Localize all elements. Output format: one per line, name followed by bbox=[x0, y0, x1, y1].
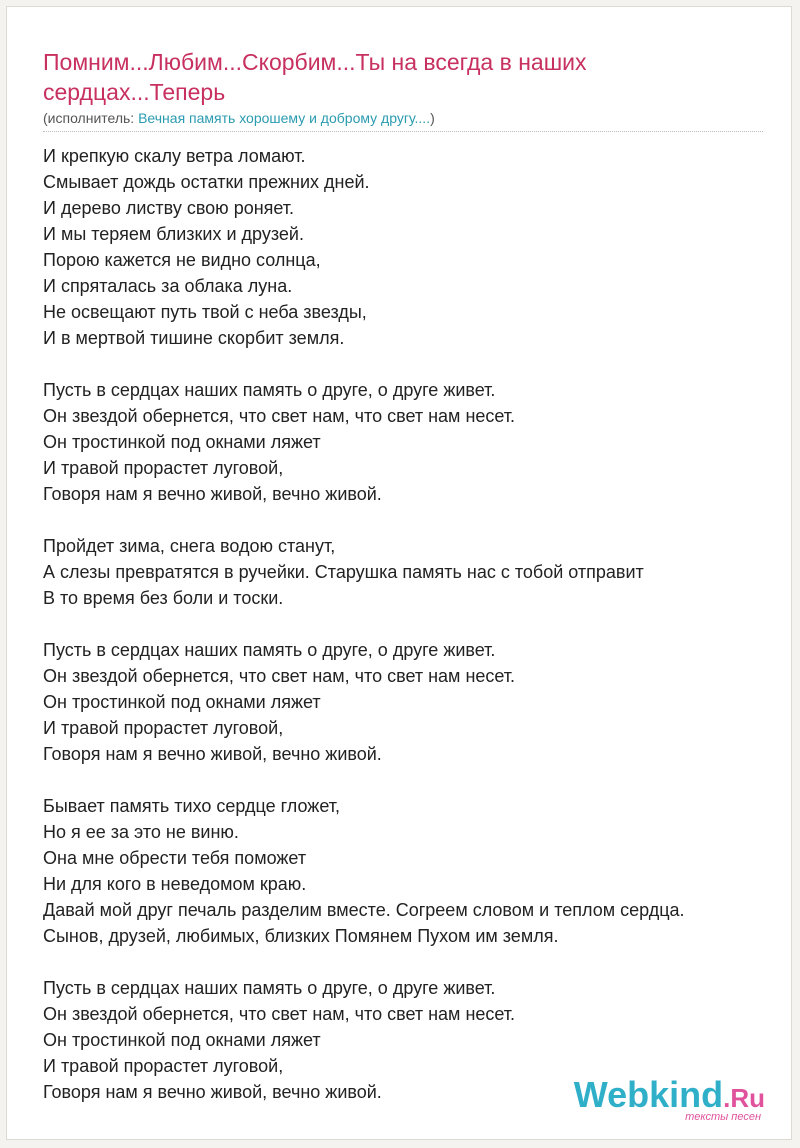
lyrics-line: Пройдет зима, снега водою станут, bbox=[43, 536, 336, 556]
lyrics-line: Он тростинкой под окнами ляжет bbox=[43, 1030, 321, 1050]
lyrics-line: Бывает память тихо сердце гложет, bbox=[43, 796, 341, 816]
lyrics-line: А слезы превратятся в ручейки. Старушка память нас с тобой отправит bbox=[43, 562, 644, 582]
lyrics-stanza bbox=[43, 143, 783, 351]
lyrics-line: И травой прорастет луговой, bbox=[43, 458, 284, 478]
lyrics-line: И травой прорастет луговой, bbox=[43, 1056, 284, 1076]
lyrics-stanza bbox=[43, 637, 783, 767]
lyrics-line: И в мертвой тишине скорбит земля. bbox=[43, 328, 345, 348]
artist-suffix: ) bbox=[430, 110, 435, 126]
lyrics-line: Он звездой обернется, что свет нам, что свет нам несет. bbox=[43, 406, 516, 426]
lyrics-line: Пусть в сердцах наших память о друге, о друге живет. bbox=[43, 380, 496, 400]
watermark-name: Webkind bbox=[573, 1074, 724, 1115]
lyrics-line: Он тростинкой под окнами ляжет bbox=[43, 692, 321, 712]
lyrics-body bbox=[43, 143, 783, 1131]
lyrics-stanza bbox=[43, 793, 783, 949]
lyrics-line: Давай мой друг печаль разделим вместе. Согреем словом и теплом сердца. bbox=[43, 900, 685, 920]
site-watermark bbox=[574, 1076, 765, 1123]
lyrics-line: И мы теряем близких и друзей. bbox=[43, 224, 304, 244]
lyrics-stanza bbox=[43, 377, 783, 507]
watermark-subtitle: тексты песен bbox=[685, 1111, 761, 1123]
lyrics-line: И дерево листву свою роняет. bbox=[43, 198, 295, 218]
lyrics-line: Сынов, друзей, любимых, близких Помянем Пухом им земля. bbox=[43, 926, 559, 946]
lyrics-line: Говоря нам я вечно живой, вечно живой. bbox=[43, 484, 382, 504]
lyrics-line: Пусть в сердцах наших память о друге, о друге живет. bbox=[43, 640, 496, 660]
lyrics-stanza bbox=[43, 533, 783, 611]
lyrics-line: Ни для кого в неведомом краю. bbox=[43, 874, 307, 894]
song-title: Помним...Любим...Скорбим...Ты на всегда в наших сердцах...Теперь bbox=[43, 49, 587, 105]
lyrics-line: Она мне обрести тебя поможет bbox=[43, 848, 307, 868]
page-sheet bbox=[6, 6, 792, 1140]
lyrics-line: Но я ее за это не виню. bbox=[43, 822, 239, 842]
lyrics-line: Он звездой обернется, что свет нам, что свет нам несет. bbox=[43, 1004, 516, 1024]
lyrics-line: Он тростинкой под окнами ляжет bbox=[43, 432, 321, 452]
title-divider bbox=[43, 131, 763, 132]
watermark-tld: .Ru bbox=[723, 1083, 765, 1113]
lyrics-line: Порою кажется не видно солнца, bbox=[43, 250, 321, 270]
lyrics-line: И крепкую скалу ветра ломают. bbox=[43, 146, 306, 166]
lyrics-line: И травой прорастет луговой, bbox=[43, 718, 284, 738]
artist-prefix: (исполнитель: bbox=[43, 110, 139, 126]
lyrics-line: Говоря нам я вечно живой, вечно живой. bbox=[43, 744, 382, 764]
lyrics-line: Говоря нам я вечно живой, вечно живой. bbox=[43, 1082, 382, 1102]
lyrics-line: И спряталась за облака луна. bbox=[43, 276, 293, 296]
lyrics-line: Смывает дождь остатки прежних дней. bbox=[43, 172, 370, 192]
artist-line bbox=[43, 110, 435, 126]
lyrics-line: Не освещают путь твой с неба звезды, bbox=[43, 302, 367, 322]
artist-link[interactable]: Вечная память хорошему и доброму другу.... bbox=[138, 110, 431, 126]
lyrics-line: Пусть в сердцах наших память о друге, о друге живет. bbox=[43, 978, 496, 998]
lyrics-line: В то время без боли и тоски. bbox=[43, 588, 284, 608]
lyrics-line: Он звездой обернется, что свет нам, что свет нам несет. bbox=[43, 666, 516, 686]
